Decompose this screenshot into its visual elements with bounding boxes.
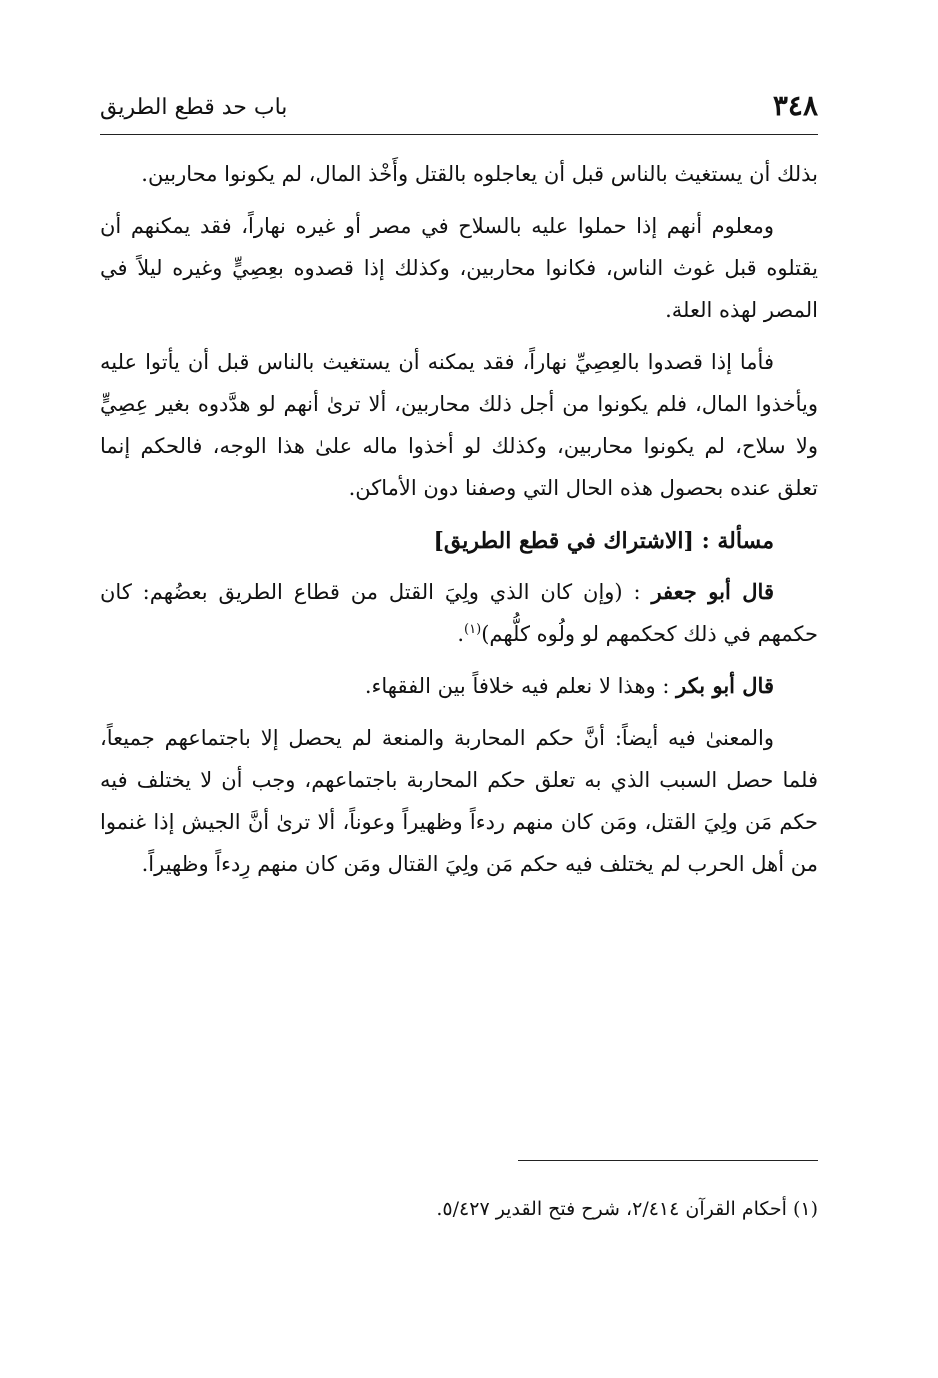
running-header: [100, 80, 818, 135]
footnote: (١) أحكام القرآن ٢/٤١٤، شرح فتح القدير ٥/٤٢٧.: [436, 1198, 818, 1220]
speaker-abu-bakr: قال أبو بكر: [676, 673, 774, 698]
paragraph-5-text: : وهذا لا نعلم فيه خلافاً بين الفقهاء.: [364, 674, 670, 698]
paragraph-6: والمعنىٰ فيه أيضاً: أنَّ حكم المحاربة والمنعة لم يحصل إلا باجتماعهم جميعاً، فلما حصل السبب الذي به تعلق حكم المحاربة باجتماعهم، وجب أن لا يختلف فيه حكم مَن ولِيَ القتل، ومَن كان منهم ردءاً وظهيراً وعوناً، ألا ترىٰ أنَّ الجيش إذا غنموا من أهل الحرب لم يختلف فيه حكم مَن ولِيَ القتال ومَن كان منهم رِدءاً وظهيراً.: [100, 726, 818, 876]
page-number: ٣٤٨: [772, 89, 818, 122]
paragraph-4: [100, 571, 818, 655]
book-page: [100, 80, 818, 1320]
paragraph-2: ومعلوم أنهم إذا حملوا عليه بالسلاح في مصر أو غيره نهاراً، فقد يمكنهم أن يقتلوه قبل غوث الناس، فكانوا محاربين، وكذلك إذا قصدوه بعِصِيٍّ وغيره ليلاً في المصر لهذه العلة.: [100, 214, 818, 322]
section-heading: مسألة : [الاشتراك في قطع الطريق]: [433, 528, 774, 554]
footnote-ref: (١): [464, 622, 482, 637]
paragraph-4-end: .: [457, 622, 465, 646]
running-title: باب حد قطع الطريق: [100, 95, 288, 120]
paragraph-1: بذلك أن يستغيث بالناس قبل أن يعاجلوه بالقتل وأَخْذ المال، لم يكونوا محاربين.: [141, 162, 818, 186]
paragraph-3: فأما إذا قصدوا بالعِصِيِّ نهاراً، فقد يمكنه أن يستغيث بالناس قبل أن يأتوا عليه ويأخذوا المال، فلم يكونوا من أجل ذلك محاربين، ألا ترىٰ أنهم لو هدَّدوه بغير عِصِيٍّ ولا سلاح، لم يكونوا محاربين، وكذلك لو أخذوا ماله علىٰ هذا الوجه، فالحكم إنما تعلق عنده بحصول هذه الحال التي وصفنا دون الأماكن.: [100, 350, 818, 500]
paragraph-5: [100, 665, 818, 707]
body-text: [100, 153, 818, 885]
speaker-abu-jafar: قال أبو جعفر: [651, 579, 774, 604]
paragraph-4-text: : (وإن كان الذي ولِيَ القتل من قطاع الطريق بعضُهم: كان حكمهم في ذلك كحكمهم لو ولُوه كلُّهم): [100, 580, 818, 646]
footnote-divider: [518, 1160, 818, 1161]
